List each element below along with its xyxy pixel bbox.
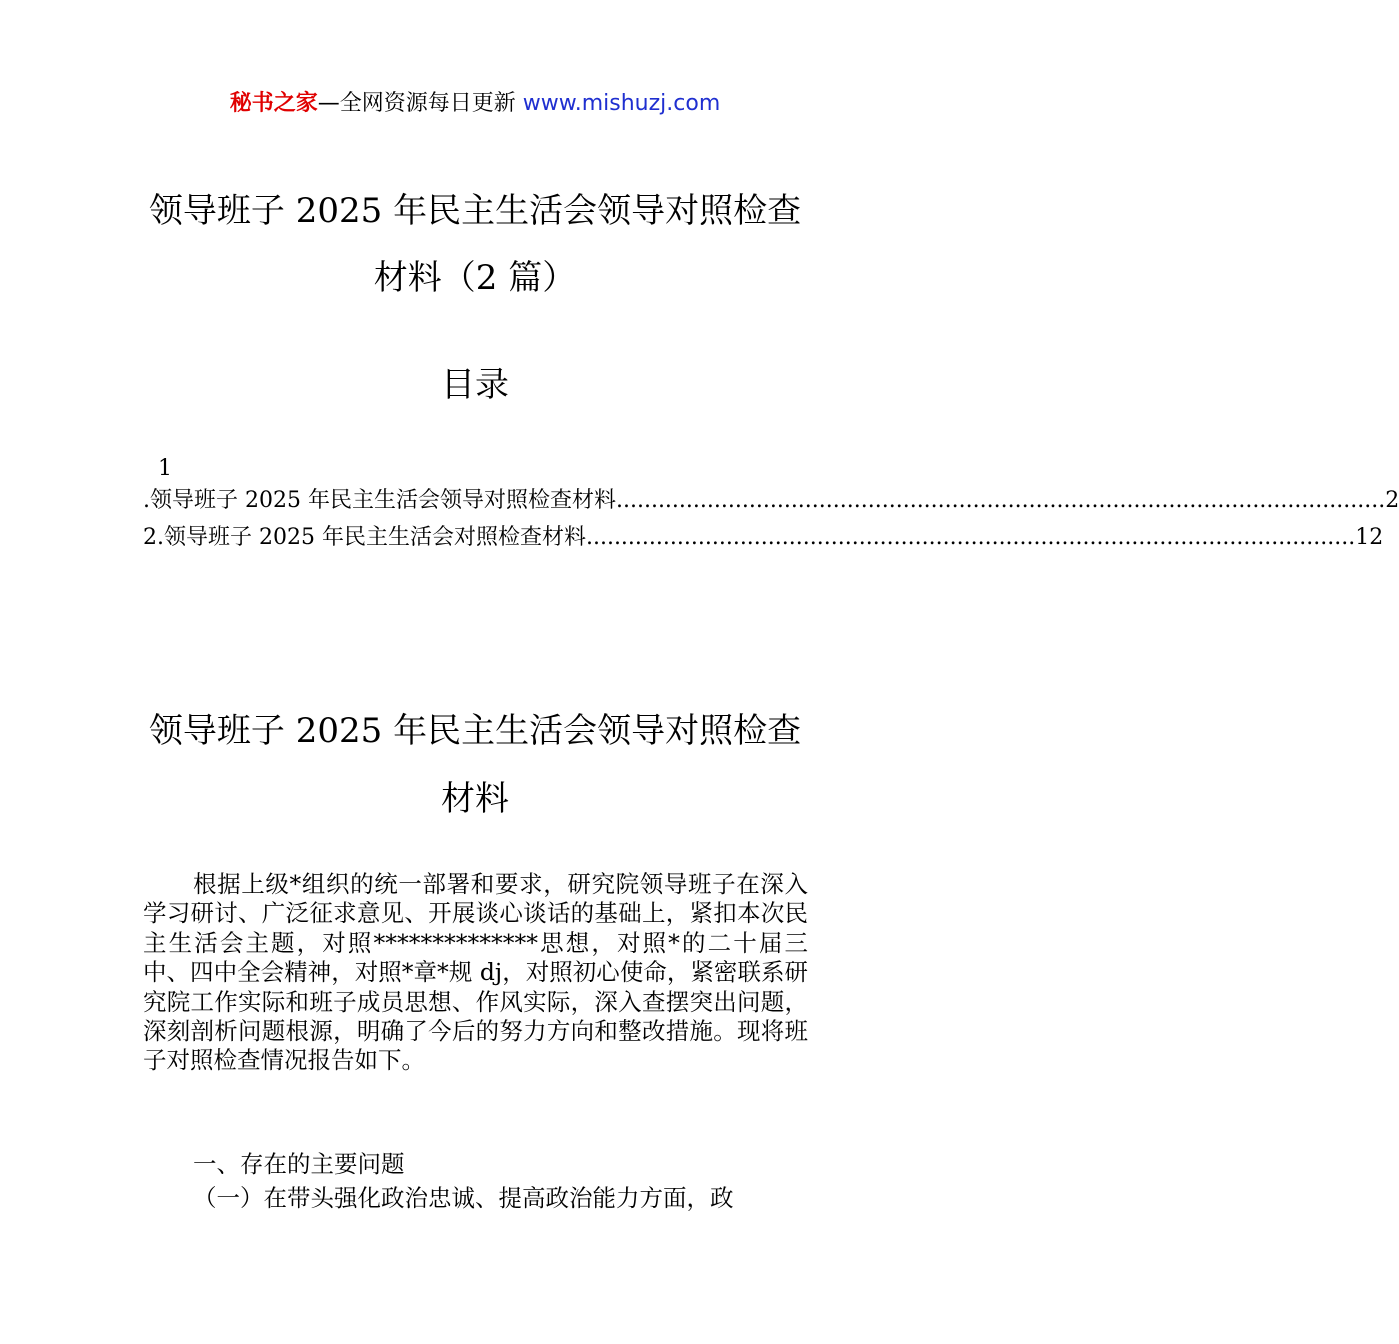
toc-entry-text: 2.领导班子 2025 年民主生活会对照检查材料 (143, 525, 586, 550)
header-dash: — (317, 91, 340, 116)
toc-leader-dots: .............................................................................................................. (585, 525, 1356, 550)
toc-leader-dots: .............................................................................................................. (615, 488, 1386, 513)
toc-entry-page: 2 (1385, 488, 1399, 513)
toc-entry-text: .领导班子 2025 年民主生活会领导对照检查材料 (143, 488, 616, 513)
document-title-line2: 材料（2 篇） (373, 258, 577, 298)
header-tagline: 全网资源每日更新 (339, 91, 516, 116)
toc-entry-1-number: 1 (158, 456, 172, 481)
subsection-heading-1: （一）在带头强化政治忠诚、提高政治能力方面，政 (193, 1184, 734, 1212)
article-paragraph-1: 根据上级*组织的统一部署和要求，研究院领导班子在深入学习研讨、广泛征求意见、开展谈心谈话的基础上，紧扣本次民主生活会主题，对照**************思想，对照*的二十届三中、四中全会精神，对照*章*规 dj，对照初心使命，紧密联系研究院工作实际和班子成员思想、作风实际，深入查摆突出问题，深刻剖析问题根源，明确了今后的努力方向和整改措施。现将班子对照检查情况报告如下。 (143, 870, 808, 1075)
article-title-line2: 材料 (441, 779, 509, 819)
toc-heading: 目录 (441, 365, 509, 405)
site-url-link[interactable]: www.mishuzj.com (522, 91, 721, 116)
document-title-line1: 领导班子 2025 年民主生活会领导对照检查 (148, 191, 802, 231)
section-heading-1: 一、存在的主要问题 (193, 1150, 405, 1178)
site-header (0, 88, 950, 120)
brand-name: 秘书之家 (229, 91, 318, 116)
toc-entry-1[interactable] (143, 486, 1399, 516)
toc-entry-page: 12 (1355, 525, 1384, 550)
toc-entry-2[interactable] (143, 523, 1384, 553)
article-title-line1: 领导班子 2025 年民主生活会领导对照检查 (148, 711, 802, 751)
